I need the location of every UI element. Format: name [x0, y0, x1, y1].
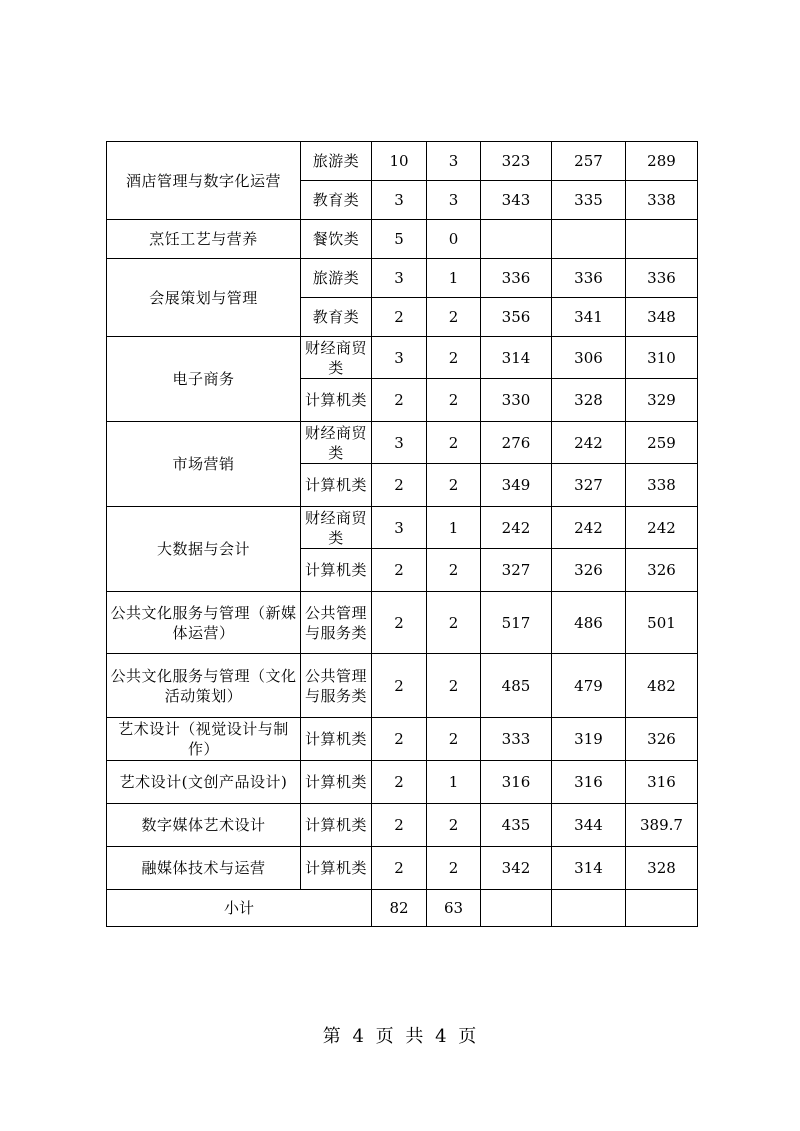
- category: 计算机类: [301, 464, 372, 507]
- category: 教育类: [301, 181, 372, 220]
- cell: 3: [372, 181, 427, 220]
- table-row: [107, 220, 698, 259]
- cell: 2: [427, 337, 481, 379]
- cell: 501: [626, 592, 698, 654]
- category: 计算机类: [301, 847, 372, 890]
- cell: 342: [481, 847, 552, 890]
- major-name: 公共文化服务与管理（文化活动策划）: [107, 654, 301, 718]
- cell: 2: [427, 592, 481, 654]
- cell: 328: [626, 847, 698, 890]
- subtotal-row: [107, 890, 698, 927]
- cell: 2: [372, 379, 427, 422]
- category: 财经商贸类: [301, 337, 372, 379]
- cell: 2: [372, 761, 427, 804]
- category: 公共管理与服务类: [301, 654, 372, 718]
- subtotal-cell: 82: [372, 890, 427, 927]
- cell: 242: [626, 507, 698, 549]
- subtotal-cell: [626, 890, 698, 927]
- table-row: [107, 142, 698, 181]
- cell: 242: [552, 422, 626, 464]
- cell: 2: [427, 847, 481, 890]
- cell: 3: [372, 337, 427, 379]
- cell: 1: [427, 507, 481, 549]
- category: 餐饮类: [301, 220, 372, 259]
- cell: 1: [427, 761, 481, 804]
- cell: 242: [481, 507, 552, 549]
- table-row: [107, 507, 698, 549]
- table-row: [107, 259, 698, 298]
- category: 计算机类: [301, 549, 372, 592]
- major-name: 市场营销: [107, 422, 301, 507]
- cell: 338: [626, 464, 698, 507]
- cell: 3: [372, 507, 427, 549]
- table-row: [107, 654, 698, 718]
- category: 旅游类: [301, 142, 372, 181]
- subtotal-label: 小计: [107, 890, 372, 927]
- cell: 338: [626, 181, 698, 220]
- cell: 336: [626, 259, 698, 298]
- cell: 2: [372, 298, 427, 337]
- cell: 517: [481, 592, 552, 654]
- cell: 328: [552, 379, 626, 422]
- cell: 482: [626, 654, 698, 718]
- major-name: 数字媒体艺术设计: [107, 804, 301, 847]
- major-name: 烹饪工艺与营养: [107, 220, 301, 259]
- subtotal-cell: 63: [427, 890, 481, 927]
- cell: 2: [427, 422, 481, 464]
- cell: 2: [372, 804, 427, 847]
- table-row: [107, 847, 698, 890]
- table-row: [107, 422, 698, 464]
- cell: 2: [372, 549, 427, 592]
- cell: 257: [552, 142, 626, 181]
- cell: 2: [372, 847, 427, 890]
- cell: 333: [481, 718, 552, 761]
- cell: 326: [626, 549, 698, 592]
- cell: 306: [552, 337, 626, 379]
- page-footer: [0, 1022, 800, 1048]
- table-row: [107, 718, 698, 761]
- category: 计算机类: [301, 718, 372, 761]
- footer-word: 页: [375, 1026, 395, 1047]
- cell: 326: [626, 718, 698, 761]
- cell: 316: [552, 761, 626, 804]
- cell: 435: [481, 804, 552, 847]
- cell: 486: [552, 592, 626, 654]
- major-name: 艺术设计（视觉设计与制作）: [107, 718, 301, 761]
- cell: 341: [552, 298, 626, 337]
- cell: 2: [427, 298, 481, 337]
- cell: 276: [481, 422, 552, 464]
- footer-word: 共: [405, 1026, 425, 1047]
- major-name: 大数据与会计: [107, 507, 301, 592]
- major-name: 电子商务: [107, 337, 301, 422]
- cell: 336: [552, 259, 626, 298]
- cell: 2: [427, 549, 481, 592]
- cell: 2: [427, 379, 481, 422]
- cell: [626, 220, 698, 259]
- cell: 348: [626, 298, 698, 337]
- admission-table: [106, 141, 698, 927]
- page-total: 4: [435, 1026, 448, 1047]
- cell: [481, 220, 552, 259]
- cell: 356: [481, 298, 552, 337]
- cell: 0: [427, 220, 481, 259]
- cell: 336: [481, 259, 552, 298]
- category: 财经商贸类: [301, 507, 372, 549]
- cell: 326: [552, 549, 626, 592]
- major-name: 艺术设计(文创产品设计): [107, 761, 301, 804]
- category: 财经商贸类: [301, 422, 372, 464]
- cell: 3: [372, 259, 427, 298]
- cell: 344: [552, 804, 626, 847]
- cell: 2: [427, 804, 481, 847]
- cell: 5: [372, 220, 427, 259]
- table-row: [107, 804, 698, 847]
- category: 旅游类: [301, 259, 372, 298]
- cell: 329: [626, 379, 698, 422]
- cell: 314: [481, 337, 552, 379]
- page-number: 4: [352, 1026, 365, 1047]
- major-name: 酒店管理与数字化运营: [107, 142, 301, 220]
- major-name: 融媒体技术与运营: [107, 847, 301, 890]
- cell: 10: [372, 142, 427, 181]
- cell: 327: [552, 464, 626, 507]
- cell: 479: [552, 654, 626, 718]
- cell: 330: [481, 379, 552, 422]
- cell: 323: [481, 142, 552, 181]
- cell: 343: [481, 181, 552, 220]
- category: 计算机类: [301, 379, 372, 422]
- cell: 310: [626, 337, 698, 379]
- cell: 2: [427, 718, 481, 761]
- cell: 2: [372, 718, 427, 761]
- major-name: 公共文化服务与管理（新媒体运营）: [107, 592, 301, 654]
- category: 教育类: [301, 298, 372, 337]
- cell: 314: [552, 847, 626, 890]
- cell: 242: [552, 507, 626, 549]
- cell: 2: [372, 592, 427, 654]
- cell: 3: [427, 142, 481, 181]
- cell: 485: [481, 654, 552, 718]
- footer-word: 页: [458, 1026, 478, 1047]
- cell: 2: [427, 654, 481, 718]
- cell: 327: [481, 549, 552, 592]
- cell: 319: [552, 718, 626, 761]
- cell: 316: [481, 761, 552, 804]
- subtotal-cell: [552, 890, 626, 927]
- cell: 3: [372, 422, 427, 464]
- major-name: 会展策划与管理: [107, 259, 301, 337]
- category: 公共管理与服务类: [301, 592, 372, 654]
- cell: 389.7: [626, 804, 698, 847]
- table-row: [107, 337, 698, 379]
- cell: 289: [626, 142, 698, 181]
- cell: 2: [372, 654, 427, 718]
- table-row: [107, 592, 698, 654]
- cell: 335: [552, 181, 626, 220]
- cell: 1: [427, 259, 481, 298]
- cell: [552, 220, 626, 259]
- cell: 2: [427, 464, 481, 507]
- cell: 316: [626, 761, 698, 804]
- cell: 349: [481, 464, 552, 507]
- cell: 3: [427, 181, 481, 220]
- cell: 2: [372, 464, 427, 507]
- cell: 259: [626, 422, 698, 464]
- subtotal-cell: [481, 890, 552, 927]
- category: 计算机类: [301, 804, 372, 847]
- category: 计算机类: [301, 761, 372, 804]
- table-row: [107, 761, 698, 804]
- footer-word: 第: [322, 1026, 342, 1047]
